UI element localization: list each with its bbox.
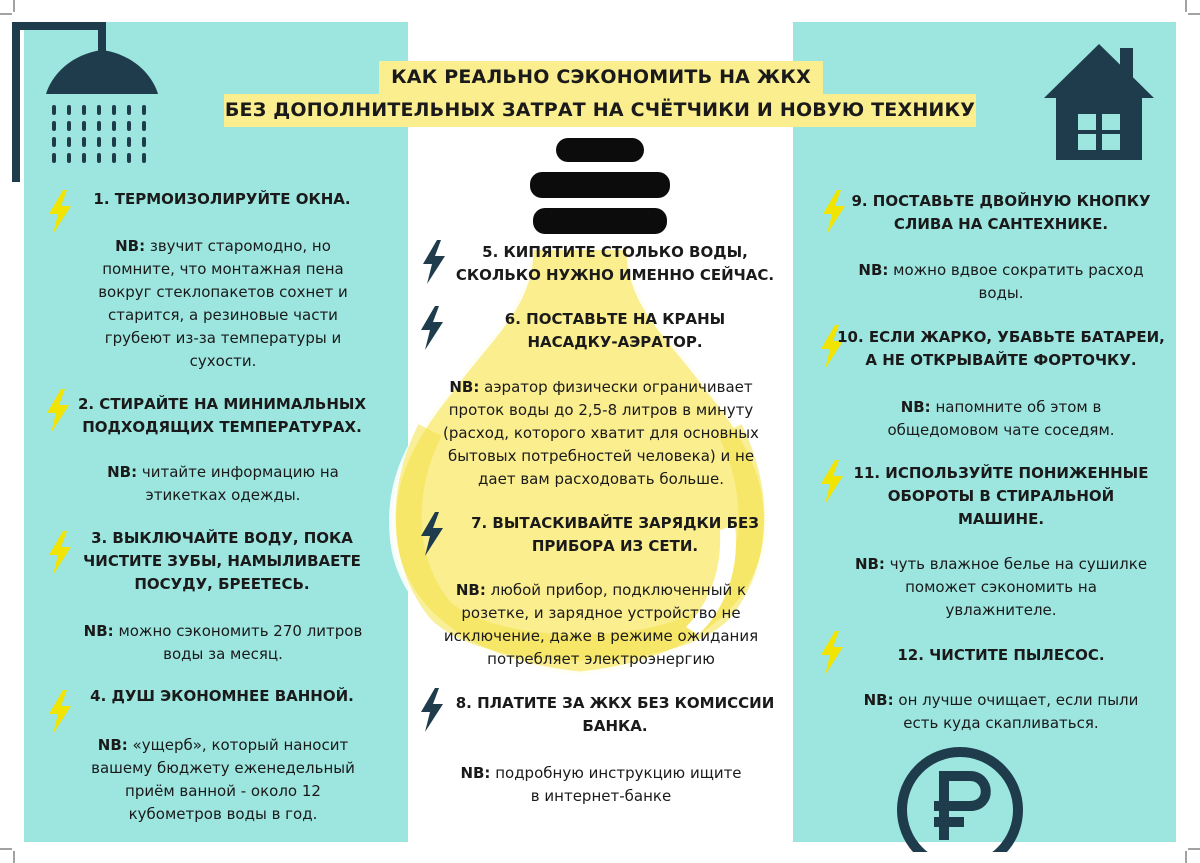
tip-2-note: NB: читайте информацию на этикетках одежды. [107, 463, 339, 504]
tip-10-note: NB: напомните об этом в общедомовом чате соседям. [887, 398, 1115, 439]
tip-5-title: 5. КИПЯТИТЕ СТОЛЬКО ВОДЫ, СКОЛЬКО НУЖНО ИМЕННО СЕЙЧАС. [455, 243, 775, 284]
tip-7-note: NB: любой прибор, подключенный к розетке, и зарядное устройство не исключение, даже в режиме ожидания потребляет электроэнергию [443, 581, 759, 668]
header-title-line-1: КАК РЕАЛЬНО СЭКОНОМИТЬ НА ЖКХ [379, 61, 823, 94]
tip-6-note: NB: аэратор физически ограничивает проток воды до 2,5-8 литров в минуту (расход, которого хватит для основных бытовых потребностей человека) и не дает вам расходовать больше. [443, 378, 759, 488]
header-title-line-2: БЕЗ ДОПОЛНИТЕЛЬНЫХ ЗАТРАТ НА СЧЁТЧИКИ И НОВУЮ ТЕХНИКУ [224, 94, 976, 127]
bulb-base-bar-3 [533, 208, 667, 234]
tip-2-title: 2. СТИРАЙТЕ НА МИНИМАЛЬНЫХ ПОДХОДЯЩИХ ТЕМПЕРАТУРАХ. [77, 395, 367, 436]
house-icon [1036, 36, 1162, 164]
shower-icon [12, 22, 172, 182]
ruble-icon [892, 742, 1028, 852]
tip-6-title: 6. ПОСТАВЬТЕ НА КРАНЫ НАСАДКУ-АЭРАТОР. [504, 310, 726, 351]
tip-1-title: 1. ТЕРМОИЗОЛИРУЙТЕ ОКНА. [93, 190, 351, 208]
tip-11-title: 11. ИСПОЛЬЗУЙТЕ ПОНИЖЕННЫЕ ОБОРОТЫ В СТИРАЛЬНОЙ МАШИНЕ. [853, 464, 1149, 528]
bulb-base-bar-2 [530, 172, 670, 198]
tip-9-title: 9. ПОСТАВЬТЕ ДВОЙНУЮ КНОПКУ СЛИВА НА САНТЕХНИКЕ. [851, 192, 1151, 233]
tip-7-title: 7. ВЫТАСКИВАЙТЕ ЗАРЯДКИ БЕЗ ПРИБОРА ИЗ СЕТИ. [471, 514, 759, 555]
tip-4-note: NB: «ущерб», который наносит вашему бюджету еженедельный приём ванной - около 12 кубометров воды в год. [91, 736, 355, 823]
tip-3-note: NB: можно сэкономить 270 литров воды за месяц. [83, 622, 363, 663]
bulb-base-bar-1 [556, 138, 644, 162]
tip-12-title: 12. ЧИСТИТЕ ПЫЛЕСОС. [897, 646, 1105, 664]
tip-3-title: 3. ВЫКЛЮЧАЙТЕ ВОДУ, ПОКА ЧИСТИТЕ ЗУБЫ, НАМЫЛИВАЕТЕ ПОСУДУ, БРЕЕТЕСЬ. [83, 529, 361, 593]
tip-8-note: NB: подробную инструкцию ищите в интернет-банке [460, 764, 742, 805]
tip-9-note: NB: можно вдвое сократить расход воды. [858, 261, 1144, 302]
tip-1-note: NB: звучит старомодно, но помните, что монтажная пена вокруг стеклопакетов сохнет и старится, а резиновые части грубеют из-за температуры и сухости. [98, 237, 348, 370]
tip-4-title: 4. ДУШ ЭКОНОМНЕЕ ВАННОЙ. [90, 687, 354, 705]
tip-12-note: NB: он лучше очищает, если пыли есть куда скапливаться. [863, 691, 1139, 732]
tip-8-title: 8. ПЛАТИТЕ ЗА ЖКХ БЕЗ КОМИССИИ БАНКА. [455, 694, 775, 735]
tip-11-note: NB: чуть влажное белье на сушилке поможет сэкономить на увлажнителе. [854, 555, 1148, 619]
tip-10-title: 10. ЕСЛИ ЖАРКО, УБАВЬТЕ БАТАРЕИ, А НЕ ОТКРЫВАЙТЕ ФОРТОЧКУ. [837, 328, 1165, 369]
